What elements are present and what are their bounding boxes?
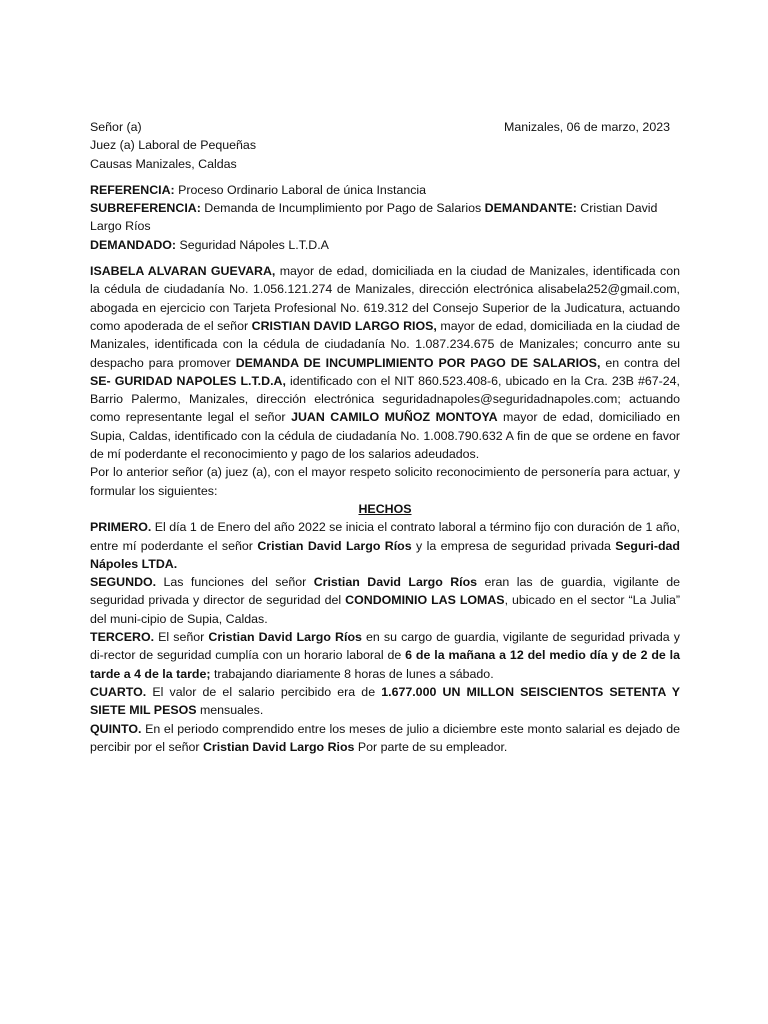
fact-bold: Cristian David Largo Rios xyxy=(202,739,355,754)
intro-text: mayor de edad, domiciliado en Supia, Caldas, identificado con la cédula de ciudadanía No. 1.008.790.632 A fin de que se ordene en favor de mí poderdante el reconocimiento y pago de los salarios adeudados. xyxy=(90,410,680,462)
letter-body xyxy=(90,118,680,756)
fact-primero xyxy=(90,518,680,573)
fact-bold: Cristian David Largo Ríos xyxy=(313,575,478,590)
fact-cuarto xyxy=(90,683,680,720)
demandante-label: DEMANDANTE: xyxy=(484,201,577,216)
demandado-label: DEMANDADO: xyxy=(90,237,177,252)
fact-label: PRIMERO. xyxy=(90,520,152,535)
fact-tercero xyxy=(90,628,680,683)
fact-text: Por parte de su empleador. xyxy=(354,739,508,754)
lawyer-name: ISABELA ALVARAN GUEVARA, xyxy=(90,264,276,279)
intro-text: mayor de edad, domiciliada en la ciudad de Manizales, identificada con la cédula de ciudadanía No. 1.087.234.675 de Manizales; concurro ante su despacho para promover xyxy=(90,318,680,370)
reference-block xyxy=(90,181,680,254)
fact-text: El valor de el salario percibido era de xyxy=(146,684,382,699)
fact-text: El señor xyxy=(154,630,209,645)
demandado-value: Seguridad Nápoles L.T.D.A xyxy=(176,237,329,252)
fact-quinto xyxy=(90,720,680,757)
fact-text: El día 1 de Enero del año 2022 se inicia el contrato laboral a término fijo con duración de 1 año, entre mí poderdante el señor xyxy=(90,520,680,553)
subreference-label: SUBREFERENCIA: xyxy=(90,201,201,216)
intro-text: en contra del xyxy=(600,355,680,370)
demand-title: DEMANDA DE INCUMPLIMIENTO POR PAGO DE SALARIOS, xyxy=(235,355,601,370)
intro-text: identificado con el NIT 860.523.408-6, ubicado en la Cra. 23B #67-24, Barrio Palermo, Manizales, dirección electrónica seguridadnapoles@seguridadnapoles.com; actuando como representante legal el señor xyxy=(90,373,680,425)
fact-text: , ubicado en el sector “La Julia” del muni-cipio de Supia, Caldas. xyxy=(90,593,680,626)
reference-line xyxy=(90,181,680,199)
subreference-value: Demanda de Incumplimiento por Pago de Salarios xyxy=(200,201,485,216)
fact-text: en su cargo de guardia, vigilante de seguridad privada y di-rector de seguridad cumplía con un horario laboral de xyxy=(90,630,680,663)
fact-text: trabajando diariamente 8 horas de lunes a sábado. xyxy=(210,666,494,681)
letter-date: Manizales, 06 de marzo, 2023 xyxy=(504,120,670,134)
fact-label: SEGUNDO. xyxy=(90,575,157,590)
legal-rep-name: JUAN CAMILO MUÑOZ MONTOYA xyxy=(291,410,498,425)
request-paragraph: Por lo anterior señor (a) juez (a), con el mayor respeto solicito reconocimiento de personería para actuar, y formular los siguientes: xyxy=(90,465,680,498)
reference-label: REFERENCIA: xyxy=(90,182,175,197)
client-name: CRISTIAN DAVID LARGO RIOS, xyxy=(251,318,437,333)
reference-value: Proceso Ordinario Laboral de única Instancia xyxy=(174,182,427,197)
fact-segundo xyxy=(90,573,680,628)
fact-bold: 1.677.000 UN MILLON SEISCIENTOS SETENTA Y SIETE MIL PESOS xyxy=(90,684,680,718)
hechos-heading: HECHOS xyxy=(358,501,412,516)
fact-bold: Cristian David Largo Ríos xyxy=(208,630,362,645)
intro-paragraph xyxy=(90,262,680,463)
defendant-name: SE- GURIDAD NAPOLES L.T.D.A, xyxy=(90,373,286,388)
fact-bold: 6 de la mañana a 12 del medio día y de 2 de la tarde a 4 de la tarde; xyxy=(90,648,680,681)
recipient-line: Causas Manizales, Caldas xyxy=(90,156,237,171)
fact-bold: Seguri-dad Nápoles LTDA. xyxy=(90,538,680,571)
intro-text: mayor de edad, domiciliada en la ciudad de Manizales, identificada con la cédula de ciudadanía No. 1.056.121.274 de Manizales, dirección electrónica alisabela252@gmail.com, abogada en ejercicio con Tarjeta Profesional No. 619.312 del Consejo Superior de la Judicatura, actuando como apoderada de el señor xyxy=(90,264,680,333)
demandante-value: Cristian David Largo Ríos xyxy=(90,201,658,234)
fact-bold: CONDOMINIO LAS LOMAS xyxy=(345,593,505,608)
fact-label: TERCERO. xyxy=(90,630,155,645)
fact-text: mensuales. xyxy=(196,703,264,718)
recipient-line: Señor (a) xyxy=(90,120,142,134)
demandado-line xyxy=(90,236,680,254)
fact-text: y la empresa de seguridad privada xyxy=(411,538,616,553)
fact-text: En el periodo comprendido entre los meses de julio a diciembre este monto salarial es dejado de percibir por el señor xyxy=(90,721,680,754)
fact-label: CUARTO. xyxy=(90,684,147,699)
fact-bold: Cristian David Largo Ríos xyxy=(257,538,412,553)
recipient-line: Juez (a) Laboral de Pequeñas xyxy=(90,138,257,153)
fact-text: Las funciones del señor xyxy=(156,575,314,590)
fact-text: eran las de guardia, vigilante de seguridad privada y director de seguridad del xyxy=(90,575,680,608)
letter-header xyxy=(90,118,680,173)
fact-label: QUINTO. xyxy=(90,721,142,736)
subreference-line xyxy=(90,199,680,236)
